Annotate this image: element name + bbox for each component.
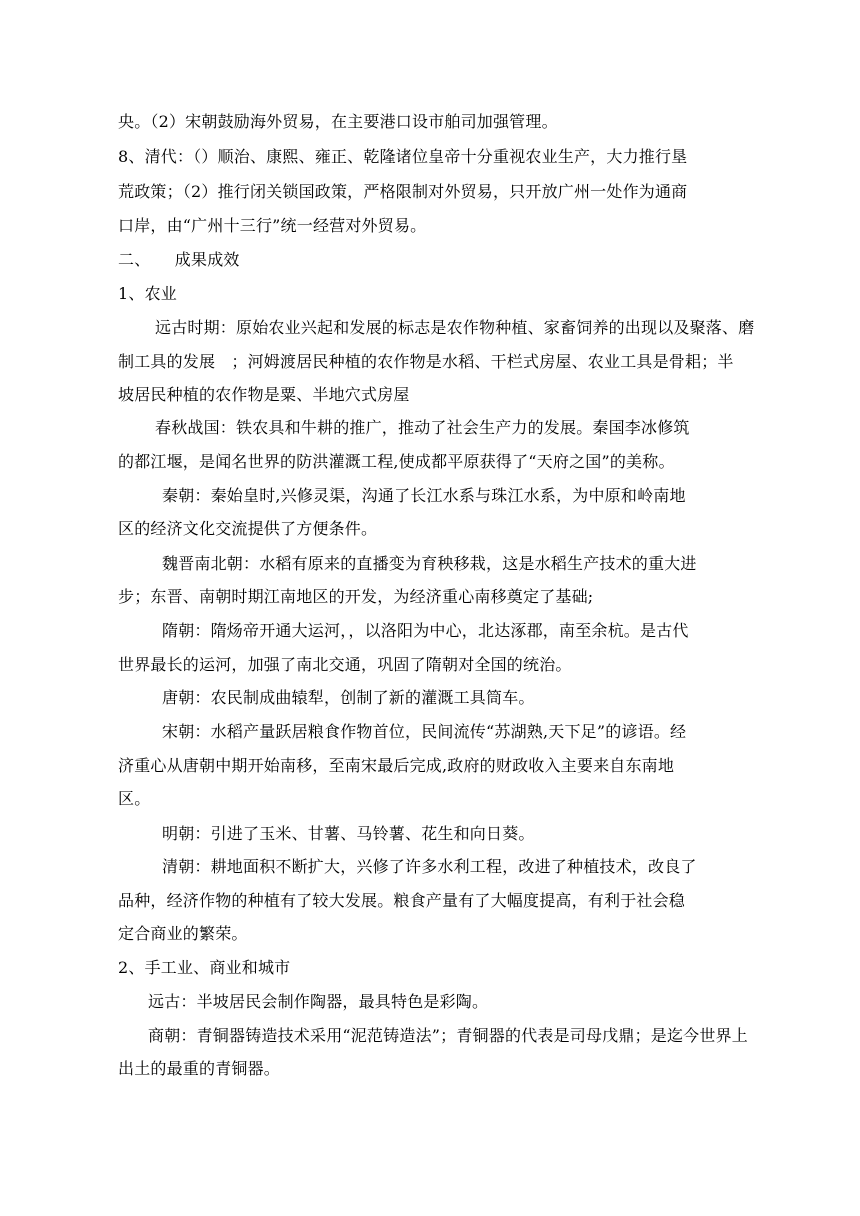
text-line: 济重心从唐朝中期开始南移，至南宋最后完成,政府的财政收入主要来自东南地: [118, 756, 675, 775]
text-line: 荒政策；（2）推行闭关锁国政策，严格限制对外贸易，只开放广州一处作为通商: [118, 182, 688, 201]
text-line: 清朝：耕地面积不断扩大，兴修了许多水利工程，改进了种植技术，改良了: [162, 857, 697, 876]
text-line: 世界最长的运河，加强了南北交通，巩固了隋朝对全国的统治。: [118, 655, 572, 674]
text-line: 唐朝：农民制成曲辕犁，创制了新的灌溉工具筒车。: [162, 688, 535, 707]
text-line: 隋朝：隋炀帝开通大运河，，以洛阳为中心，北达涿郡，南至余杭。是古代: [162, 621, 689, 640]
text-line: 8、清代：（）顺治、康熙、雍正、乾隆诸位皇帝十分重视农业生产，大力推行垦: [118, 147, 688, 166]
text-line: 坡居民种植的农作物是粟、半地穴式房屋: [118, 385, 410, 404]
text-line: 口岸，由“广州十三行”统一经营对外贸易。: [118, 216, 427, 235]
subsection-heading: 2、手工业、商业和城市: [118, 958, 291, 977]
text-line: 明朝：引进了玉米、甘薯、马铃薯、花生和向日葵。: [162, 824, 535, 843]
subsection-heading: 1、农业: [118, 284, 177, 303]
text-line: 宋朝：水稻产量跃居粮食作物首位，民间流传“苏湖熟,天下足”的谚语。经: [162, 722, 687, 741]
text-line: 魏晋南北朝：水稻有原来的直播变为育秧移栽，这是水稻生产技术的重大进: [162, 554, 697, 573]
text-line: 区。: [118, 789, 151, 808]
text-line: 秦朝：秦始皇时,兴修灵渠，沟通了长江水系与珠江水系，为中原和岭南地: [162, 486, 686, 505]
text-line: 品种，经济作物的种植有了较大发展。粮食产量有了大幅度提高，有利于社会稳: [118, 891, 686, 910]
text-line: 春秋战国：铁农具和牛耕的推广，推动了社会生产力的发展。秦国李冰修筑: [155, 418, 690, 437]
text-line: 远古时期：原始农业兴起和发展的标志是农作物种植、家畜饲养的出现以及聚落、磨: [155, 318, 755, 337]
text-line: 出土的最重的青铜器。: [118, 1059, 281, 1078]
text-line: 制工具的发展 ；河姆渡居民种植的农作物是水稻、干栏式房屋、农业工具是骨耜；半: [118, 352, 734, 371]
text-line: 远古：半坡居民会制作陶器，最具特色是彩陶。: [148, 992, 489, 1011]
text-line: 步；东晋、南朝时期江南地区的开发，为经济重心南移奠定了基础;: [118, 587, 594, 606]
section-heading: 二、 成果成效: [118, 250, 240, 269]
text-line: 商朝：青铜器铸造技术采用“泥范铸造法”；青铜器的代表是司母戊鼎；是迄今世界上: [148, 1026, 748, 1045]
text-line: 区的经济文化交流提供了方便条件。: [118, 519, 378, 538]
text-line: 的都江堰，是闻名世界的防洪灌溉工程,使成都平原获得了“天府之国”的美称。: [118, 452, 675, 471]
text-line: 定合商业的繁荣。: [118, 924, 248, 943]
text-line: 央。（2）宋朝鼓励海外贸易，在主要港口设市舶司加强管理。: [118, 112, 558, 131]
